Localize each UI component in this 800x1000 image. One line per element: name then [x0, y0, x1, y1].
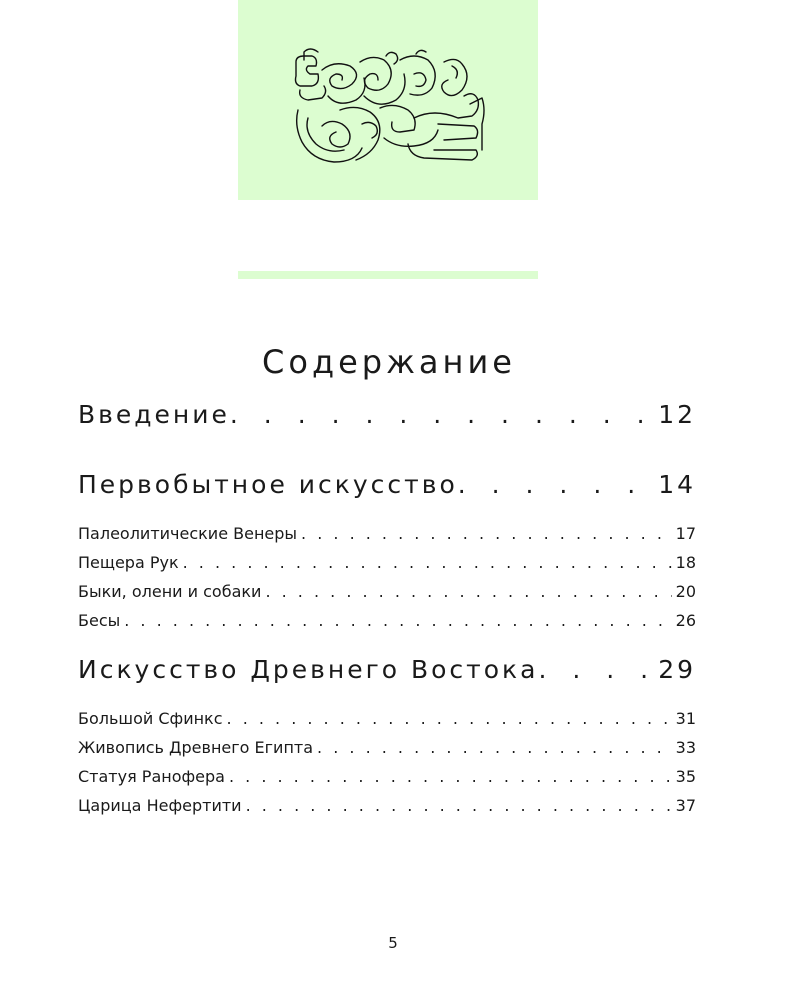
dot-leader: [313, 738, 672, 757]
accent-background: [238, 0, 538, 200]
cover-illustration-block: [238, 0, 538, 200]
toc-section-row[interactable]: [78, 655, 696, 689]
dot-leader: [120, 611, 671, 630]
toc-entry-label: Первобытное искусство: [78, 470, 458, 499]
toc-entry-page: 26: [672, 611, 696, 630]
toc-entry-page: 37: [672, 796, 696, 815]
dot-leader: [538, 655, 654, 684]
dot-leader: [261, 582, 671, 601]
dot-leader: [179, 553, 672, 572]
toc-section-row[interactable]: [78, 400, 696, 434]
accent-divider-bar: [238, 271, 538, 279]
toc-entry-page: 33: [672, 738, 696, 757]
toc-entry-page: 31: [672, 709, 696, 728]
toc-entry-page: 17: [672, 524, 696, 543]
toc-entry-label: Бесы: [78, 611, 121, 630]
toc-item-row[interactable]: [78, 582, 696, 604]
toc-entry-label: Введение: [78, 400, 230, 429]
toc-entry-page: 12: [654, 400, 696, 429]
toc-entry-label: Пещера Рук: [78, 553, 179, 572]
toc-entry-page: 14: [654, 470, 696, 499]
toc-entry-page: 29: [654, 655, 696, 684]
dot-leader: [230, 400, 654, 429]
toc-entry-page: 18: [672, 553, 696, 572]
toc-item-row[interactable]: [78, 709, 696, 731]
toc-entry-page: 35: [672, 767, 696, 786]
toc-entry-label: Царица Нефертити: [78, 796, 242, 815]
dot-leader: [242, 796, 672, 815]
toc-entry-label: Живопись Древнего Египта: [78, 738, 314, 757]
toc-entry-label: Статуя Ранофера: [78, 767, 225, 786]
toc-item-row[interactable]: [78, 767, 696, 789]
toc-item-row[interactable]: [78, 611, 696, 633]
toc-entry-label: Палеолитические Венеры: [78, 524, 298, 543]
abstract-line-art-icon: [238, 0, 538, 200]
toc-entry-label: Быки, олени и собаки: [78, 582, 262, 601]
dot-leader: [223, 709, 672, 728]
toc-entry-label: Большой Сфинкс: [78, 709, 223, 728]
toc-entry-label: Искусство Древнего Востока: [78, 655, 539, 684]
toc-item-row[interactable]: [78, 796, 696, 818]
toc-item-row[interactable]: [78, 738, 696, 760]
dot-leader: [458, 470, 654, 499]
dot-leader: [297, 524, 672, 543]
toc-section-row[interactable]: [78, 470, 696, 504]
toc-item-row[interactable]: [78, 553, 696, 575]
dot-leader: [225, 767, 672, 786]
page-number: 5: [388, 934, 398, 952]
toc-entry-page: 20: [672, 582, 696, 601]
toc-title: Содержание: [262, 343, 516, 382]
toc-item-row[interactable]: [78, 524, 696, 546]
